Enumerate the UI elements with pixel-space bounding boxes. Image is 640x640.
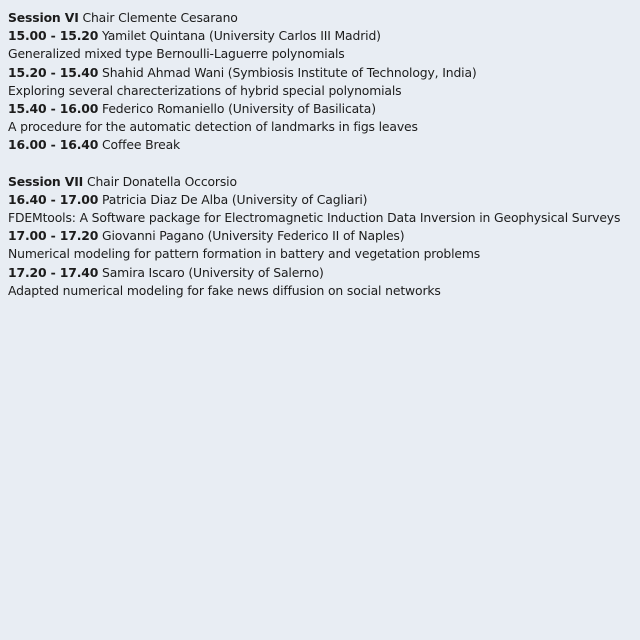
talk-time-speaker: [8, 227, 640, 245]
talk-time: 15.00 - 15.20: [8, 28, 99, 44]
talk-time: 15.40 - 16.00: [8, 101, 99, 117]
talk-time: 17.00 - 17.20: [8, 228, 99, 244]
talk-speaker: Giovanni Pagano (University Federico II of Naples): [102, 228, 405, 244]
talk-time-speaker: [8, 100, 640, 118]
talk-title: A procedure for the automatic detection of landmarks in figs leaves: [8, 119, 418, 135]
break-row: [8, 136, 640, 154]
talk-speaker: Yamilet Quintana (University Carlos III Madrid): [102, 28, 381, 44]
talk-title: Numerical modeling for pattern formation in battery and vegetation problems: [8, 246, 481, 262]
talk-title: Exploring several charecterizations of hybrid special polynomials: [8, 82, 402, 98]
session-chair: Chair Donatella Occorsio: [86, 173, 237, 189]
talk-time-speaker: [8, 191, 640, 209]
talk-speaker: Samira Iscaro (University of Salerno): [102, 264, 324, 280]
talk-time: 17.20 - 17.40: [8, 264, 99, 280]
talk-title: Generalized mixed type Bernoulli-Laguerre polynomials: [8, 46, 345, 62]
talk-time-speaker: [8, 264, 640, 282]
session-header: [8, 9, 640, 27]
talk-time-speaker: [8, 64, 640, 82]
talk-title: FDEMtools: A Software package for Electromagnetic Induction Data Inversion in Geophysical Surveys: [8, 210, 621, 226]
session-header: [8, 173, 640, 191]
break-time: 16.00 - 16.40: [8, 137, 99, 153]
session-chair: Chair Clemente Cesarano: [82, 10, 238, 25]
talk-title: Adapted numerical modeling for fake news diffusion on social networks: [8, 282, 441, 298]
talk-time-speaker: [8, 27, 640, 45]
session-separator: [8, 155, 640, 173]
talk-time: 16.40 - 17.00: [8, 191, 99, 207]
break-label: Coffee Break: [102, 137, 181, 153]
talk-time: 15.20 - 15.40: [8, 64, 99, 80]
session-label: Session VII: [8, 173, 84, 189]
session-label: Session VI: [8, 10, 79, 25]
talk-speaker: Federico Romaniello (University of Basilicata): [102, 101, 376, 117]
talk-speaker: Shahid Ahmad Wani (Symbiosis Institute of Technology, India): [102, 64, 477, 80]
talk-speaker: Patricia Diaz De Alba (University of Cagliari): [102, 191, 368, 207]
